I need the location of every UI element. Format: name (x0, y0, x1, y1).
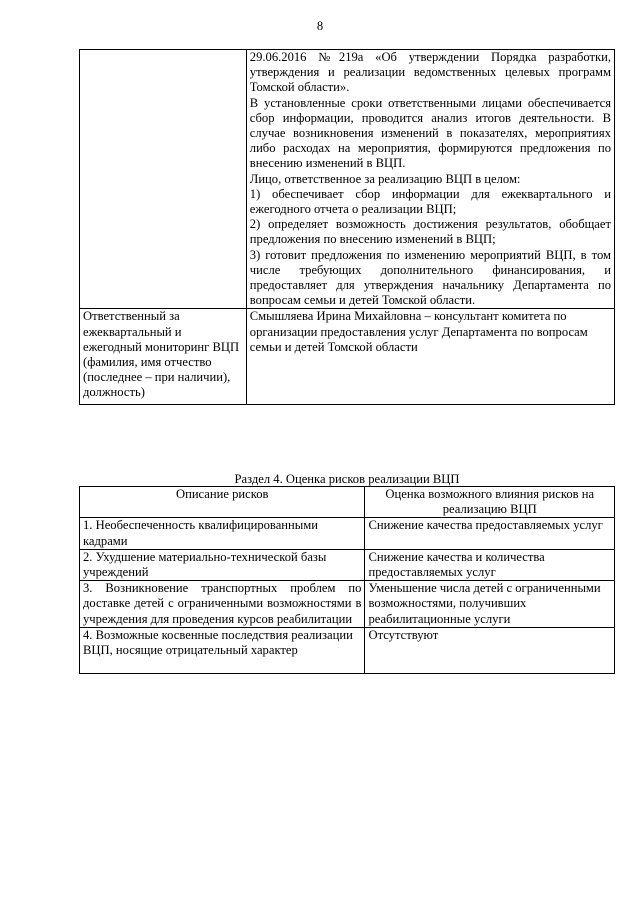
paragraph: Лицо, ответственное за реализацию ВЦП в целом: (249, 171, 521, 186)
paragraph: 2) определяет возможность достижения результатов, обобщает предложения по внесению изменений в ВЦП; (249, 217, 611, 247)
risk-cell: 1. Необеспеченность квалифицированными кадрами (80, 518, 365, 549)
risk-cell (80, 581, 365, 628)
table-row (80, 581, 615, 628)
table-row (80, 309, 615, 405)
responsible-label-cell: Ответственный за ежеквартальный и ежегодный мониторинг ВЦП (фамилия, имя отчество (последнее – при наличии), должность) (80, 309, 247, 405)
impact-cell: Уменьшение числа детей с ограниченными возможностями, получивших реабилитационные услуги (365, 581, 615, 628)
risk-cell: 4. Возможные косвенные последствия реализации ВЦП, носящие отрицательный характер (80, 627, 365, 673)
page-number: 8 (316, 19, 324, 33)
impact-cell: Снижение качества предоставляемых услуг (365, 518, 615, 549)
risk-text: 3. Возникновение транспортных проблем по доставке детей с ограниченными возможностями в учреждения для проведения курсов реабилитации (83, 581, 362, 626)
table-row (80, 518, 615, 549)
table-row (80, 627, 615, 673)
program-info-table (79, 49, 615, 405)
column-header-impact: Оценка возможного влияния рисков на реализацию ВЦП (365, 487, 615, 518)
impact-cell: Снижение качества и количества предоставляемых услуг (365, 549, 615, 580)
impact-cell: Отсутствуют (365, 627, 615, 673)
table-header-row (80, 487, 615, 518)
responsible-person-cell: Смышляева Ирина Михайловна – консультант комитета по организации предоставления услуг Департамента по вопросам семьи и детей Томской области (246, 309, 614, 405)
section-title: Раздел 4. Оценка рисков реализации ВЦП (234, 472, 460, 486)
paragraph: 29.06.2016 №219а «Об утверждении Порядка разработки, утверждения и реализации ведомственных целевых программ Томской области». (249, 50, 611, 95)
table-row (80, 549, 615, 580)
risks-table (79, 486, 615, 674)
paragraph: В установленные сроки ответственными лицами обеспечивается сбор информации, проводится анализ итогов деятельности. В случае возникновения изменений в показателях, мероприятиях либо расходах на мероприятия, формируются предложения по внесению изменений в ВЦП. (249, 95, 611, 171)
table-cell-empty (80, 50, 247, 309)
paragraph: 3) готовит предложения по изменению мероприятий ВЦП, в том числе требующих дополнительного финансирования, и предоставляет для утверждения начальнику Департамента по вопросам семьи и детей Томской области. (249, 247, 611, 308)
column-header-risks: Описание рисков (80, 487, 365, 518)
paragraph: 1) обеспечивает сбор информации для ежеквартального и ежегодного отчета о реализации ВЦП; (249, 186, 611, 217)
risk-cell: 2. Ухудшение материально-технической базы учреждений (80, 549, 365, 580)
monitoring-description-cell (246, 50, 614, 309)
table-row (80, 50, 615, 309)
